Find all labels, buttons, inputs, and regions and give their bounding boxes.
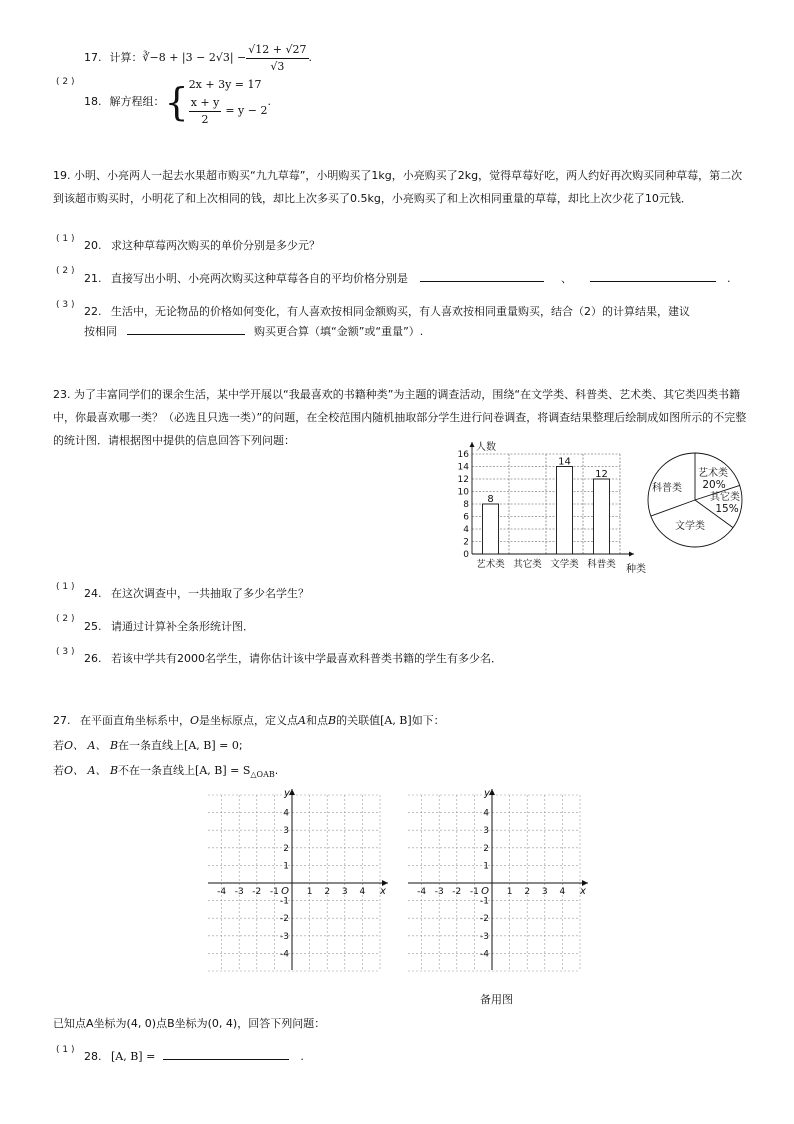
x-tick-label: 4 bbox=[559, 887, 566, 897]
x-tick-label: 3 bbox=[541, 887, 548, 897]
bar-chart-ylabel: 人数 bbox=[476, 442, 496, 453]
q26 bbox=[84, 651, 502, 667]
q17-fraction-denominator: √3 bbox=[270, 59, 285, 73]
pie-chart-slice-percent: 15% bbox=[715, 503, 739, 515]
y-tick-label: -2 bbox=[480, 914, 489, 925]
q21 bbox=[84, 271, 731, 287]
bar-chart-data-label: 8 bbox=[487, 494, 494, 505]
x-tick-label: -1 bbox=[269, 887, 279, 897]
q23 bbox=[53, 383, 753, 452]
bar-chart-bar bbox=[483, 504, 499, 554]
bar-chart-ytick: 12 bbox=[457, 475, 469, 485]
q27-line1d: 如下： bbox=[411, 714, 445, 727]
q21-end: . bbox=[727, 272, 731, 285]
q23-text: 为了丰富同学们的课余生活，某中学开展以“我最喜欢的书籍种类”为主题的调查活动，围绕“在文学类、科普类、艺术类、其它类四类书籍中，你最喜欢哪一类？（必选且只选一类）”的问题，在全校范围内随机抽取部分学生进行问卷调查，将调查结果整理后绘制成如图所示的不完整的统计图．请根据图中提供的信息回答下列问题： bbox=[53, 388, 747, 447]
x-tick-label: 2 bbox=[324, 887, 331, 897]
y-axis-label: y bbox=[284, 788, 290, 799]
q18-system bbox=[189, 77, 268, 128]
bar-chart-category-label: 文学类 bbox=[550, 559, 579, 570]
q21-answer-blank-2[interactable] bbox=[590, 271, 716, 282]
q18-eq1: 2x + 3y = 17 bbox=[188, 77, 262, 91]
q25-text: 请通过计算补全条形统计图． bbox=[111, 620, 254, 633]
q17-expression: ∛−8 + |3 − 2√3| − bbox=[142, 51, 247, 64]
q18-brace: { bbox=[164, 80, 189, 124]
q17-prefix: 计算： bbox=[109, 51, 143, 64]
q18-number: 18. bbox=[84, 95, 102, 108]
q21-number: 21. bbox=[84, 272, 102, 285]
q27-line2-points: O、 A、 B bbox=[64, 739, 119, 752]
q27-line3c: 不在一条直线上 bbox=[118, 764, 196, 777]
q25-part: ( 2 ) bbox=[56, 614, 75, 624]
pie-chart-slice-label: 文学类 bbox=[675, 521, 705, 532]
bar-chart-ytick: 2 bbox=[463, 537, 469, 548]
origin-label: O bbox=[281, 886, 289, 897]
pie-chart-slice-percent: 20% bbox=[702, 479, 726, 491]
x-tick-label: -2 bbox=[252, 887, 262, 897]
q17-fraction bbox=[246, 42, 308, 75]
y-tick-label: 2 bbox=[483, 843, 489, 854]
x-tick-label: -2 bbox=[452, 887, 462, 897]
x-tick-label: -3 bbox=[234, 887, 244, 897]
q17-number: 17. bbox=[84, 51, 102, 64]
q18-eq2-numerator: x + y bbox=[189, 95, 222, 112]
y-tick-label: 4 bbox=[483, 808, 489, 819]
bar-chart-xlabel: 种类 bbox=[626, 564, 646, 575]
x-tick-label: 2 bbox=[524, 887, 531, 897]
y-tick-label: 2 bbox=[283, 843, 289, 854]
origin-label: O bbox=[481, 886, 489, 897]
q18-prefix: 解方程组： bbox=[109, 95, 165, 108]
bar-chart-data-label: 12 bbox=[595, 469, 608, 480]
q27-and: 和点 bbox=[305, 714, 328, 727]
y-tick-label: -1 bbox=[280, 896, 289, 907]
q22-text-line2b: 购买更合算（填“金额”或“重量”）. bbox=[254, 325, 424, 338]
q24-text: 在这次调查中，一共抽取了多少名学生？ bbox=[111, 587, 309, 600]
q22-text-line1: 生活中，无论物品的价格如何变化，有人喜欢按相同金额购买，有人喜欢按相同重量购买，结合（2）的计算结果，建议 bbox=[111, 305, 690, 318]
q27-line3-subscript: △OAB bbox=[250, 770, 275, 780]
q27-line3-formula: [A, B] = S bbox=[195, 764, 251, 777]
y-tick-label: -2 bbox=[280, 914, 289, 925]
q18-end: . bbox=[267, 95, 271, 108]
q18-eq2-rest: = y − 2 bbox=[225, 104, 268, 117]
q24-part: ( 1 ) bbox=[56, 582, 75, 592]
q24-number: 24. bbox=[84, 587, 102, 600]
bar-chart-ytick: 0 bbox=[463, 550, 469, 560]
q21-part: ( 2 ) bbox=[56, 266, 75, 276]
q18-eq2-fraction bbox=[189, 95, 222, 128]
q27-line1a: 在平面直角坐标系中， bbox=[80, 714, 190, 727]
q21-text: 直接写出小明、小亮两次购买这种草莓各自的平均价格分别是 bbox=[111, 272, 408, 285]
q27-line1 bbox=[53, 713, 445, 729]
bar-chart-ytick: 6 bbox=[463, 512, 469, 523]
y-tick-label: 1 bbox=[283, 861, 289, 872]
y-tick-label: -4 bbox=[280, 949, 289, 960]
q18-eq2-denominator: 2 bbox=[201, 112, 209, 126]
bar-chart-data-label: 14 bbox=[558, 456, 571, 468]
coordinate-grid-backup bbox=[406, 786, 592, 972]
q28-part: ( 1 ) bbox=[56, 1045, 75, 1055]
q26-text: 若该中学共有2000名学生，请你估计该中学最喜欢科普类书籍的学生有多少名． bbox=[111, 652, 502, 665]
y-tick-label: 3 bbox=[483, 826, 489, 837]
pie-chart-slice-label: 艺术类 bbox=[698, 468, 728, 479]
q28-expression: [A, B] = bbox=[111, 1050, 156, 1063]
bar-chart-ytick: 8 bbox=[463, 500, 469, 510]
x-tick-label: 3 bbox=[341, 887, 348, 897]
y-tick-label: 1 bbox=[483, 861, 489, 872]
q27-line2c: 在一条直线上 bbox=[118, 739, 185, 752]
q25-number: 25. bbox=[84, 620, 102, 633]
q17 bbox=[84, 40, 312, 76]
x-tick-label: -3 bbox=[434, 887, 444, 897]
y-tick-label: -1 bbox=[480, 896, 489, 907]
bar-chart-bar bbox=[557, 467, 573, 555]
q27-line2: 若O、 A、 B在一条直线上[A, B] = 0; bbox=[53, 739, 243, 752]
q20-text: 求这种草莓两次购买的单价分别是多少元？ bbox=[111, 239, 320, 252]
q17-fraction-numerator: √12 + √27 bbox=[246, 42, 308, 59]
q27-line2a: 若 bbox=[53, 739, 64, 752]
q26-number: 26. bbox=[84, 652, 102, 665]
bar-chart-ytick: 16 bbox=[457, 450, 469, 460]
q18-eq2 bbox=[189, 95, 268, 128]
pie-chart-slice-label: 其它类 bbox=[710, 492, 740, 503]
x-tick-label: 1 bbox=[306, 887, 313, 897]
x-tick-label: -4 bbox=[217, 887, 227, 897]
q27-number: 27. bbox=[53, 714, 71, 727]
q27-line2-formula: [A, B] = 0 bbox=[184, 739, 239, 752]
q20 bbox=[84, 238, 320, 254]
q27-line1c: 的关联值 bbox=[336, 714, 381, 727]
bar-chart bbox=[448, 438, 648, 576]
bar-chart-bar bbox=[594, 479, 610, 554]
pie-chart bbox=[640, 448, 750, 552]
q28 bbox=[84, 1049, 304, 1065]
backup-figure-caption: 备用图 bbox=[480, 993, 513, 1006]
bar-chart-ytick: 14 bbox=[457, 462, 469, 473]
q26-part: ( 3 ) bbox=[56, 647, 75, 657]
q21-separator: 、 bbox=[561, 272, 572, 285]
q24 bbox=[84, 586, 309, 602]
q28-answer-blank[interactable] bbox=[163, 1049, 289, 1060]
bar-chart-category-label: 其它类 bbox=[513, 559, 542, 570]
bar-chart-ytick: 10 bbox=[457, 487, 469, 498]
bar-chart-ytick: 4 bbox=[463, 525, 469, 535]
q21-answer-blank-1[interactable] bbox=[420, 271, 544, 282]
q23-number: 23. bbox=[53, 388, 71, 401]
q27-line3a: 若 bbox=[53, 764, 64, 777]
x-tick-label: -4 bbox=[417, 887, 427, 897]
q19-text: 小明、小亮两人一起去水果超市购买“九九草莓”，小明购买了1kg，小亮购买了2kg，觉得草莓好吃，两人约好再次购买同种草莓，第二次到该超市购买时，小明花了和上次相同的钱，却比上次多买了0.5kg，小亮购买了和上次相同重量的草莓，却比上次少花了10元钱． bbox=[53, 169, 743, 205]
y-axis-label: y bbox=[484, 788, 490, 799]
bar-chart-category-label: 科普类 bbox=[587, 559, 616, 570]
pie-chart-slice-label: 科普类 bbox=[652, 483, 682, 494]
x-tick-label: -1 bbox=[469, 887, 479, 897]
q27-point-a: A bbox=[298, 714, 306, 727]
q25 bbox=[84, 619, 254, 635]
q22-part: ( 3 ) bbox=[56, 300, 75, 310]
q19 bbox=[53, 164, 753, 210]
q18-part: ( 2 ) bbox=[56, 77, 75, 87]
x-tick-label: 4 bbox=[359, 887, 366, 897]
q27-known: 已知点A坐标为(4, 0)点B坐标为(0, 4)，回答下列问题： bbox=[53, 1017, 326, 1030]
coordinate-grid bbox=[206, 786, 392, 972]
q17-end: . bbox=[308, 51, 313, 64]
q22-answer-blank[interactable] bbox=[127, 324, 245, 335]
q22-line2 bbox=[84, 324, 423, 340]
q22-text-line2a: 按相同 bbox=[84, 325, 117, 338]
y-tick-label: -4 bbox=[480, 949, 489, 960]
x-axis-label: x bbox=[580, 886, 586, 897]
q27-origin: O bbox=[190, 714, 200, 727]
q27-point-b: B bbox=[327, 714, 337, 727]
q18 bbox=[84, 78, 271, 126]
x-axis-label: x bbox=[380, 886, 386, 897]
q28-end: . bbox=[300, 1050, 304, 1063]
q19-number: 19. bbox=[53, 169, 71, 182]
bar-chart-x-arrow bbox=[629, 552, 634, 557]
y-tick-label: 3 bbox=[283, 826, 289, 837]
q22-number: 22. bbox=[84, 305, 102, 318]
q27-line1b: 是坐标原点，定义点 bbox=[199, 714, 299, 727]
q28-number: 28. bbox=[84, 1050, 102, 1063]
bar-chart-category-label: 艺术类 bbox=[476, 559, 505, 570]
q27-line3-points: O、 A、 B bbox=[64, 764, 119, 777]
q27-ab: [A, B] bbox=[380, 714, 412, 727]
y-tick-label: -3 bbox=[480, 931, 489, 942]
q20-part: ( 1 ) bbox=[56, 234, 75, 244]
y-tick-label: 4 bbox=[283, 808, 289, 819]
q27-line3: 若O、 A、 B不在一条直线上[A, $B] = S_{\triangle OAB}$. bbox=[53, 764, 279, 780]
bar-chart-y-arrow bbox=[470, 442, 475, 447]
y-tick-label: -3 bbox=[280, 931, 289, 942]
x-tick-label: 1 bbox=[506, 887, 513, 897]
q20-number: 20. bbox=[84, 239, 102, 252]
q22-line1 bbox=[84, 304, 690, 320]
